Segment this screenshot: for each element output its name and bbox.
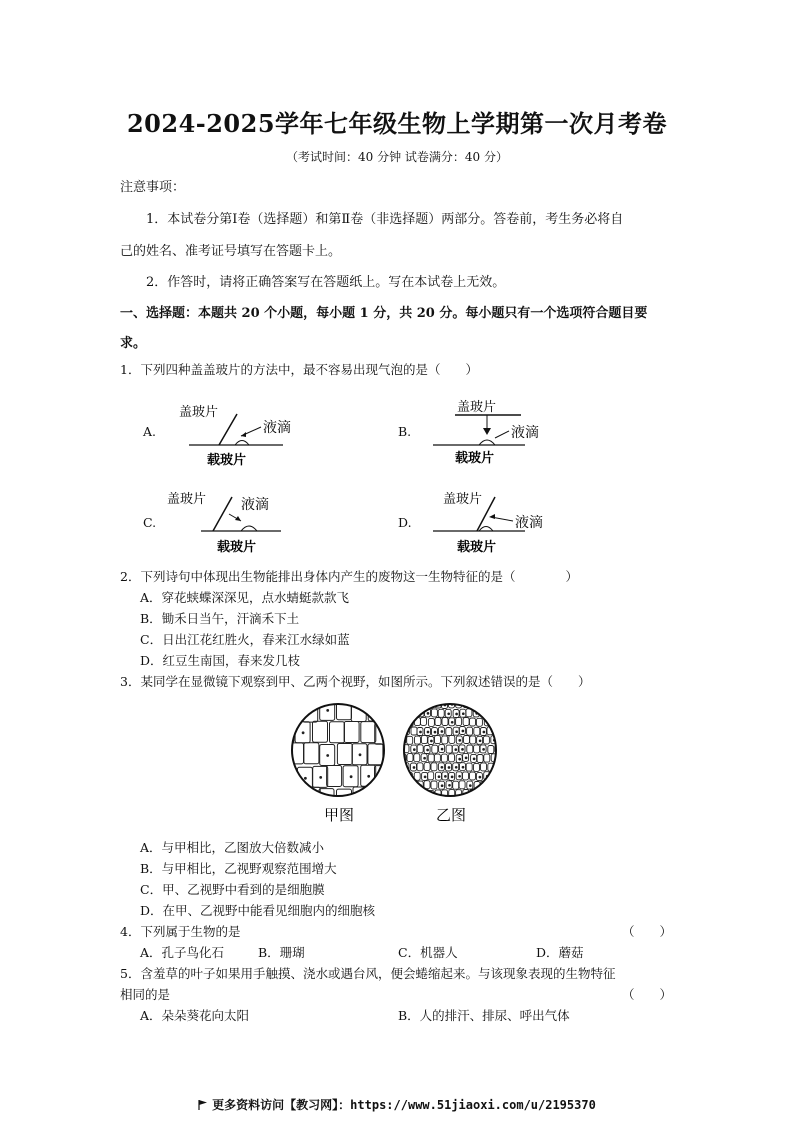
cell [424, 763, 430, 771]
cell-nucleus [456, 713, 458, 715]
cell-nucleus [413, 713, 415, 715]
cell [438, 709, 444, 717]
q4-option-a: A．孔子鸟化石 [140, 945, 225, 960]
cell [494, 799, 500, 807]
cell [477, 700, 483, 708]
cell [484, 754, 490, 762]
fig-label-jia: 甲图 [324, 806, 355, 824]
cell [400, 700, 406, 708]
cell-nucleus [483, 712, 485, 714]
notes-heading: 注意事项： [120, 180, 186, 195]
exam-info: （考试时间：40 分钟 试卷满分：40 分） [286, 150, 508, 164]
cell [337, 744, 352, 765]
cell [467, 727, 473, 735]
fig-label-yi: 乙图 [436, 806, 467, 824]
cell [477, 790, 483, 798]
cell [491, 718, 497, 726]
cell [367, 787, 382, 808]
cell [417, 745, 423, 753]
cell-nucleus [359, 754, 361, 756]
cell-nucleus [490, 712, 492, 714]
cell-nucleus [469, 785, 471, 787]
cell-nucleus [431, 740, 433, 742]
cell [491, 772, 497, 780]
cell-nucleus [413, 803, 415, 805]
cell [498, 718, 500, 726]
down-arrow-head [483, 428, 491, 435]
cell-nucleus [326, 799, 328, 801]
cell-nucleus [448, 767, 450, 769]
cell [397, 745, 403, 753]
q3-option-b: B．与甲相比，乙视野观察范围增大 [140, 861, 337, 876]
cell-nucleus [399, 730, 401, 732]
cell-nucleus [456, 731, 458, 733]
q1-figure-b [425, 395, 575, 467]
cell [431, 763, 437, 771]
cell [488, 781, 494, 789]
drop-label: 液滴 [511, 425, 539, 441]
cell [467, 745, 473, 753]
cell [403, 781, 409, 789]
cell [453, 781, 459, 789]
cell-nucleus [424, 757, 426, 759]
cell [290, 767, 294, 788]
q3-option-c: C．甲、乙视野中看到的是细胞膜 [140, 882, 325, 897]
q2-stem: 2．下列诗句中体现出生物能排出身体内产生的废物这一生物特征的是（ ） [120, 569, 578, 584]
cell-nucleus [462, 749, 464, 751]
cell-nucleus [441, 731, 443, 733]
note-2: 2．作答时，请将正确答案写在答题纸上。写在本试卷上无效。 [146, 275, 506, 290]
cell [393, 700, 399, 708]
cell [498, 790, 500, 798]
cell [415, 736, 421, 744]
cell-nucleus [473, 758, 475, 760]
cell-nucleus [483, 731, 485, 733]
cell-nucleus [327, 710, 329, 712]
cell [414, 700, 420, 708]
cell-nucleus [409, 704, 411, 706]
q1-option-a-label: A. [143, 424, 157, 439]
cell [474, 799, 480, 807]
cell [393, 755, 399, 763]
cell-nucleus [451, 776, 453, 778]
cell [446, 745, 452, 753]
cell-nucleus [434, 803, 436, 805]
cell [394, 736, 400, 744]
q1-option-d-label: D. [398, 515, 412, 530]
cell-nucleus [455, 766, 457, 768]
cell [487, 709, 493, 717]
cell [425, 800, 431, 808]
cell [432, 745, 438, 753]
cell [481, 763, 487, 771]
cell-nucleus [449, 784, 451, 786]
cell [397, 781, 403, 789]
cell [400, 718, 406, 726]
q4-option-b: B．珊瑚 [258, 945, 305, 960]
cell-nucleus [490, 803, 492, 805]
cell-nucleus [320, 777, 322, 779]
cell-nucleus [368, 775, 370, 777]
pointer-line [495, 431, 509, 438]
cell [491, 701, 497, 709]
q5-stem-line-2: 相同的是 [120, 987, 171, 1002]
cell [474, 763, 480, 771]
cell-nucleus [487, 793, 489, 795]
cell [470, 718, 476, 726]
slide-label: 载玻片 [217, 540, 257, 555]
cell-nucleus [350, 776, 352, 778]
cell-nucleus [462, 730, 464, 732]
cell [417, 763, 423, 771]
cell [481, 799, 487, 807]
q2-option-b: B．锄禾日当午，汗滴禾下土 [140, 611, 300, 626]
cell [428, 772, 434, 780]
cell [434, 754, 440, 762]
cell-nucleus [427, 749, 429, 751]
cell [488, 746, 494, 754]
q3-figure [290, 700, 500, 830]
cell [410, 709, 416, 717]
q1-figure-d [425, 487, 575, 559]
drop-shape [479, 440, 495, 445]
cell [463, 718, 469, 726]
cell [394, 718, 400, 726]
cell-nucleus [462, 802, 464, 804]
cell [400, 790, 406, 798]
cell [414, 790, 420, 798]
cell-nucleus [459, 758, 461, 760]
cell-nucleus [497, 784, 499, 786]
cell [411, 799, 417, 807]
slide-label: 载玻片 [207, 453, 247, 468]
cell [393, 772, 399, 780]
q4-option-c: C．机器人 [398, 945, 458, 960]
q4-answer-paren: （ ） [622, 924, 673, 939]
q1-option-c-label: C. [143, 515, 157, 530]
cell [470, 772, 476, 780]
cell [304, 743, 319, 764]
cell-nucleus [484, 803, 486, 805]
q2-option-d: D．红豆生南国，春来发几枝 [140, 653, 301, 668]
cover-slip-line [219, 414, 237, 445]
cell [313, 721, 328, 742]
cell-nucleus [302, 732, 304, 734]
cell [499, 700, 501, 708]
cell-nucleus [417, 794, 419, 796]
flag-icon [198, 1100, 208, 1110]
cell-nucleus [441, 785, 443, 787]
cell [407, 790, 413, 798]
cell [290, 787, 303, 808]
cell [393, 790, 399, 798]
cell [414, 754, 420, 762]
cell-nucleus [459, 775, 461, 777]
drop-shape [479, 527, 493, 532]
cell [495, 727, 500, 735]
cell [396, 763, 402, 771]
cell-nucleus [448, 803, 450, 805]
cell-nucleus [327, 755, 329, 757]
cell-nucleus [462, 713, 464, 715]
cell [411, 727, 417, 735]
cell [491, 791, 497, 799]
q5-stem-line-1: 5．含羞草的叶子如果用手触摸、浇水或遇台风，便会蜷缩起来。与该现象表现的生物特征 [120, 966, 616, 981]
cover-slip-label: 盖玻片 [443, 492, 483, 507]
cell [435, 718, 441, 726]
cell [474, 727, 480, 735]
cell-nucleus [493, 776, 495, 778]
cell-nucleus [413, 767, 415, 769]
q3-option-d: D．在甲、乙视野中能看见细胞内的细胞核 [140, 903, 376, 918]
cell-nucleus [448, 713, 450, 715]
drop-shape [235, 441, 249, 446]
cell [431, 781, 437, 789]
cell [431, 709, 437, 717]
q3-option-a: A．与甲相比，乙图放大倍数减小 [140, 840, 325, 855]
cell [449, 735, 455, 743]
cell [470, 736, 476, 744]
slide-label: 载玻片 [457, 540, 497, 555]
cell-nucleus [427, 803, 429, 805]
cell [494, 781, 500, 789]
note-1-line-2: 己的姓名、准考证号填写在答题卡上。 [120, 244, 342, 259]
cell [421, 790, 427, 798]
q2-option-a: A．穿花蛱蝶深深见，点水蜻蜓款款飞 [140, 590, 350, 605]
cell-nucleus [427, 713, 429, 715]
section-1-heading: 一、选择题：本题共 20 个小题，每小题 1 分，共 20 分。每小题只有一个选项符合题目要 [120, 306, 648, 321]
cell-nucleus [438, 776, 440, 778]
cell-nucleus [399, 775, 401, 777]
cell [449, 754, 455, 762]
q3-stem: 3．某同学在显微镜下观察到甲、乙两个视野，如图所示。下列叙述错误的是（ ） [120, 674, 591, 689]
cell [471, 700, 477, 708]
view-yi-cells [393, 700, 500, 808]
q1-stem: 1．下列四种盖盖玻片的方法中，最不容易出现气泡的是（ ） [120, 362, 478, 377]
cell-nucleus [497, 712, 499, 714]
q5-option-b: B．人的排汗、排尿、呼出气体 [398, 1008, 570, 1023]
cell-nucleus [451, 721, 453, 723]
cell [474, 745, 480, 753]
cell [463, 772, 469, 780]
q4-option-d: D．蘑菇 [536, 945, 584, 960]
section-1-heading-cont: 求。 [120, 336, 147, 351]
cell [477, 755, 483, 763]
cell-nucleus [420, 731, 422, 733]
cell-nucleus [445, 776, 447, 778]
cell [385, 789, 400, 810]
cell-nucleus [403, 794, 405, 796]
cell-nucleus [390, 711, 392, 713]
cell-nucleus [395, 758, 397, 760]
cell [498, 736, 500, 744]
cover-slip-label: 盖玻片 [457, 400, 497, 415]
cell [404, 799, 410, 807]
cell [407, 736, 413, 744]
footer-link[interactable] [0, 1096, 794, 1113]
cell [488, 799, 494, 807]
cell-nucleus [402, 722, 404, 724]
note-1-line-1: 1．本试卷分第Ⅰ卷（选择题）和第Ⅱ卷（非选择题）两部分。答卷前，考生务必将自 [146, 212, 624, 227]
drop-label: 液滴 [263, 420, 291, 436]
cell [428, 718, 434, 726]
cell [290, 700, 302, 721]
cell [361, 722, 376, 743]
cell [392, 765, 407, 786]
cell-nucleus [420, 803, 422, 805]
view-jia-circle [292, 704, 384, 796]
cell [459, 781, 465, 789]
cell-nucleus [305, 777, 307, 779]
cell-nucleus [465, 757, 467, 759]
pointer-arrow [489, 514, 495, 519]
cell [327, 766, 342, 787]
cell [407, 754, 413, 762]
cell [495, 763, 500, 771]
cell [383, 745, 398, 766]
q1-figure-c [165, 487, 315, 559]
q1-figure-a [175, 398, 325, 470]
cell [467, 799, 473, 807]
q1-option-b-label: B. [398, 424, 412, 439]
cell-nucleus [483, 749, 485, 751]
cell [494, 709, 500, 717]
cell-nucleus [459, 740, 461, 742]
cell [397, 799, 403, 807]
cell [428, 754, 434, 762]
cover-slip-label: 盖玻片 [167, 492, 207, 507]
cell [421, 700, 427, 708]
cell [442, 718, 448, 726]
cell [383, 701, 398, 722]
cell [421, 717, 427, 725]
cell-nucleus [410, 793, 412, 795]
slide-label: 载玻片 [455, 451, 495, 466]
cell [400, 772, 406, 780]
cell-nucleus [413, 749, 415, 751]
cell [407, 701, 413, 709]
cell [397, 709, 403, 717]
cell [442, 736, 448, 744]
cell-nucleus [479, 740, 481, 742]
cell [441, 754, 447, 762]
cell-nucleus [441, 748, 443, 750]
cell-nucleus [424, 776, 426, 778]
drop-label: 液滴 [515, 515, 543, 531]
cell [484, 700, 490, 708]
cell-nucleus [427, 731, 429, 733]
pointer-arrow [241, 432, 246, 437]
cell [368, 744, 383, 765]
cell [499, 754, 501, 762]
cell-nucleus [462, 766, 464, 768]
cell [466, 763, 472, 771]
cell-nucleus [417, 703, 419, 705]
cell [446, 728, 452, 736]
drop-label: 液滴 [241, 497, 269, 513]
cell-nucleus [434, 731, 436, 733]
cell [498, 772, 500, 780]
cell [417, 799, 423, 807]
cell [464, 736, 470, 744]
q2-option-c: C．日出江花红胜火，春来江水绿如蓝 [140, 632, 350, 647]
footer-text: 更多资料访问【教习网】：https://www.51jiaoxi.com/u/2195370 [212, 1098, 596, 1112]
cell [421, 736, 427, 744]
cell [337, 700, 352, 720]
q5-option-a: A．朵朵葵花向太阳 [140, 1008, 250, 1023]
cell [484, 790, 490, 798]
cell [403, 709, 409, 717]
cell [483, 736, 489, 744]
cell-nucleus [382, 776, 384, 778]
cell-nucleus [441, 766, 443, 768]
q4-stem: 4．下列属于生物的是 [120, 924, 241, 939]
cell-nucleus [295, 797, 297, 799]
drop-shape [241, 526, 257, 531]
cell [396, 726, 402, 734]
cell [435, 736, 441, 744]
cover-slip-label: 盖玻片 [179, 405, 219, 420]
q5-answer-paren: （ ） [622, 987, 673, 1002]
page-title: 2024-2025学年七年级生物上学期第一次月考卷 [126, 109, 668, 138]
cell [476, 718, 482, 726]
cell [456, 718, 462, 726]
cell-nucleus [479, 776, 481, 778]
cell-nucleus [455, 749, 457, 751]
cell [330, 722, 345, 743]
cell [344, 722, 359, 743]
